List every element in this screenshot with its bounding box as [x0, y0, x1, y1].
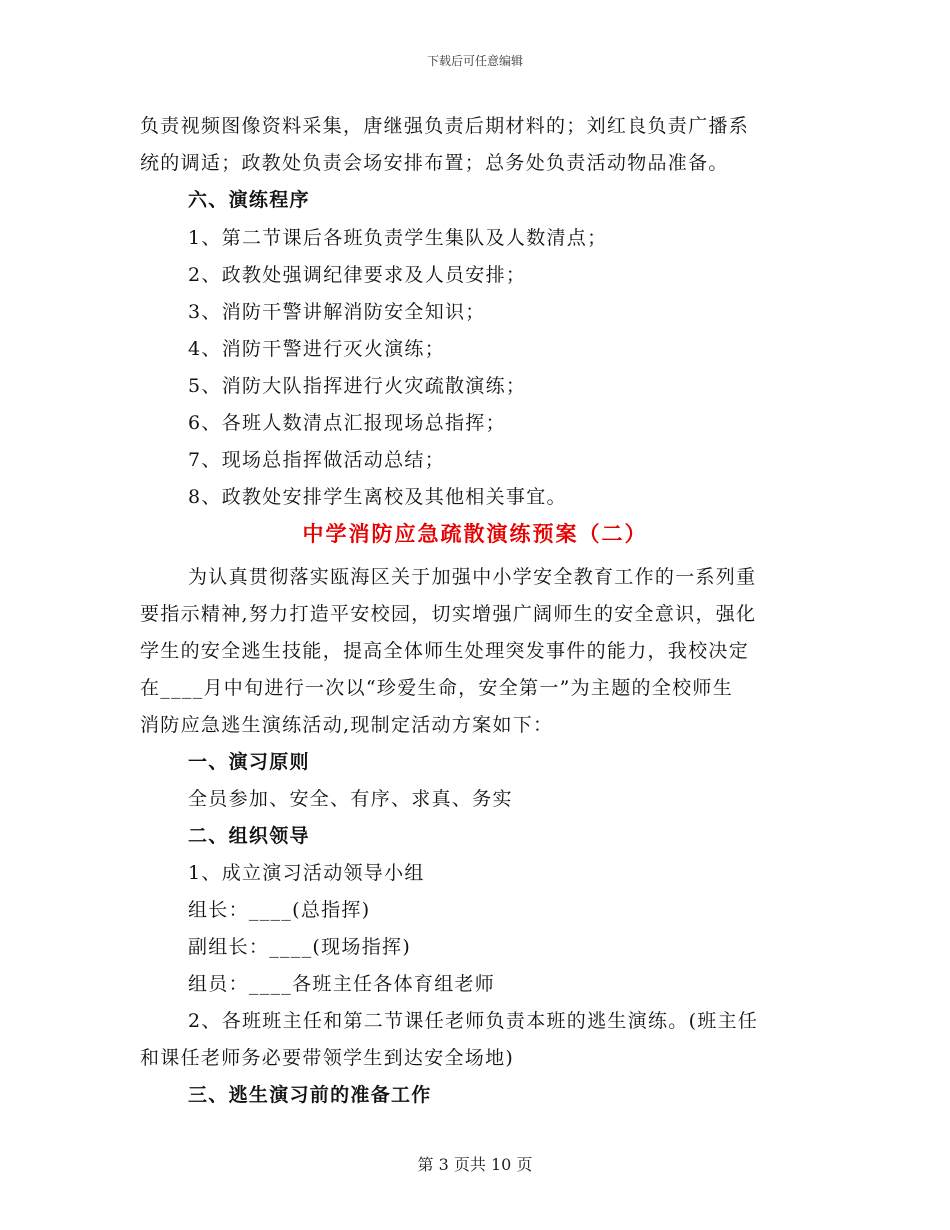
page-footer: 第 3 页共 10 页: [417, 1155, 533, 1174]
section-heading: 一、演习原则: [188, 751, 310, 773]
document-title: 中学消防应急疏散演练预案（二）: [302, 521, 648, 546]
paragraph-line: 组长：____(总指挥): [188, 899, 371, 921]
list-item: 1、第二节课后各班负责学生集队及人数清点；: [188, 227, 608, 249]
paragraph-line: 和课任老师务必要带领学生到达安全场地): [140, 1047, 515, 1069]
paragraph-line: 副组长：____(现场指挥): [188, 936, 412, 958]
section-heading: 二、组织领导: [188, 825, 310, 847]
paragraph-line: 为认真贯彻落实瓯海区关于加强中小学安全教育工作的一系列重: [188, 566, 757, 588]
paragraph-line: 消防应急逃生演练活动,现制定活动方案如下：: [140, 714, 554, 736]
list-item: 4、消防干警进行灭火演练；: [188, 338, 445, 360]
list-item: 8、政教处安排学生离校及其他相关事宜。: [188, 486, 567, 508]
paragraph-line: 要指示精神,努力打造平安校园，切实增强广阔师生的安全意识，强化: [140, 603, 757, 625]
list-item: 2、政教处强调纪律要求及人员安排；: [188, 264, 527, 286]
list-item: 3、消防干警讲解消防安全知识；: [188, 301, 486, 323]
section-heading: 六、演练程序: [188, 189, 310, 211]
list-item: 1、成立演习活动领导小组: [188, 862, 425, 884]
list-item: 6、各班人数清点汇报现场总指挥；: [188, 412, 506, 434]
paragraph-line: 全员参加、安全、有序、求真、务实: [188, 788, 513, 810]
paragraph-line: 在____月中旬进行一次以“珍爱生命，安全第一”为主题的全校师生: [140, 677, 734, 699]
paragraph-line: 学生的安全逃生技能，提高全体师生处理突发事件的能力，我校决定: [140, 640, 750, 662]
paragraph-line: 组员：____各班主任各体育组老师: [188, 973, 496, 995]
paragraph-line: 负责视频图像资料采集，唐继强负责后期材料的；刘红良负责广播系: [140, 115, 750, 137]
list-item: 2、各班班主任和第二节课任老师负责本班的逃生演练。(班主任: [188, 1010, 759, 1032]
page-header: 下载后可任意编辑: [426, 54, 523, 68]
list-item: 7、现场总指挥做活动总结；: [188, 449, 445, 471]
list-item: 5、消防大队指挥进行火灾疏散演练；: [188, 375, 527, 397]
section-heading: 三、逃生演习前的准备工作: [188, 1084, 432, 1106]
paragraph-line: 统的调适；政教处负责会场安排布置；总务处负责活动物品准备。: [140, 152, 729, 174]
